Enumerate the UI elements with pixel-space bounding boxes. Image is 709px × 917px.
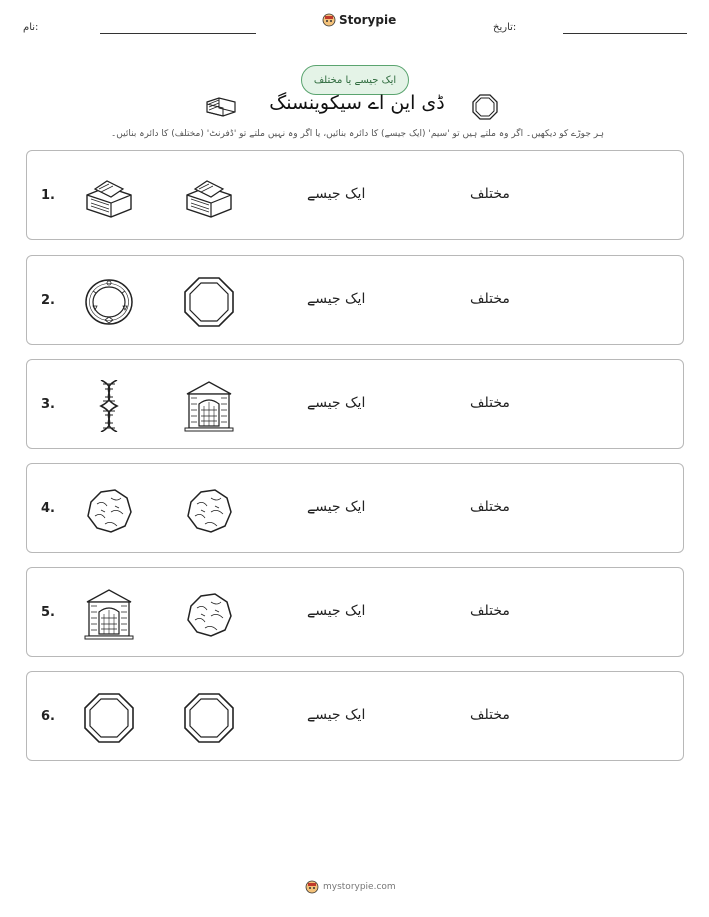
date-line[interactable] (563, 33, 687, 34)
storypie-mascot-icon (305, 880, 319, 894)
question-row-5 (26, 567, 684, 657)
page-title: ڈی این اے سیکوینسنگ (269, 92, 445, 114)
question-number: 4. (41, 501, 55, 516)
octagon-icon (183, 692, 235, 744)
question-row-2 (26, 255, 684, 345)
footer (305, 880, 396, 894)
question-number: 6. (41, 709, 55, 724)
worksheet-tag: ایک جیسے یا مختلف (301, 65, 409, 95)
question-number: 2. (41, 293, 55, 308)
octagon-icon (83, 692, 135, 744)
brand-name: Storypie (339, 13, 397, 27)
book-icon (83, 171, 135, 223)
question-number: 1. (41, 188, 55, 203)
option-same[interactable]: ایک جیسے (307, 395, 366, 411)
option-different[interactable]: مختلف (470, 707, 510, 723)
library-icon (83, 588, 135, 640)
rock-icon (183, 484, 235, 536)
option-different[interactable]: مختلف (470, 499, 510, 515)
title-row (0, 92, 709, 122)
instructions: ہر جوڑے کو دیکھیں۔ اگر وہ ملتے ہیں تو 'سیم' (ایک جیسے) کا دائرہ بنائیں، یا اگر وہ نہیں ملتے تو 'ڈفرنٹ' (مختلف) کا دائرہ بنائیں۔ (111, 129, 604, 139)
rock-icon (183, 588, 235, 640)
name-line[interactable] (100, 33, 256, 34)
option-same[interactable]: ایک جیسے (307, 291, 366, 307)
question-row-1 (26, 150, 684, 240)
option-same[interactable]: ایک جیسے (307, 603, 366, 619)
brand-logo (322, 13, 396, 27)
storypie-mascot-icon (322, 13, 336, 27)
footer-url[interactable]: mystorypie.com (323, 882, 396, 892)
octagon-icon (183, 276, 235, 328)
option-different[interactable]: مختلف (470, 395, 510, 411)
book-icon (183, 171, 235, 223)
question-row-6 (26, 671, 684, 761)
book-icon (205, 94, 237, 118)
name-label: نام: (23, 22, 39, 33)
option-same[interactable]: ایک جیسے (307, 499, 366, 515)
dna-icon (83, 380, 135, 432)
question-number: 3. (41, 397, 55, 412)
option-different[interactable]: مختلف (470, 186, 510, 202)
question-number: 5. (41, 605, 55, 620)
ring-icon (83, 276, 135, 328)
question-row-3 (26, 359, 684, 449)
option-same[interactable]: ایک جیسے (307, 707, 366, 723)
library-icon (183, 380, 235, 432)
question-row-4 (26, 463, 684, 553)
option-different[interactable]: مختلف (470, 603, 510, 619)
octagon-icon (472, 94, 498, 120)
option-same[interactable]: ایک جیسے (307, 186, 366, 202)
date-label: تاریخ: (493, 22, 517, 33)
option-different[interactable]: مختلف (470, 291, 510, 307)
rock-icon (83, 484, 135, 536)
